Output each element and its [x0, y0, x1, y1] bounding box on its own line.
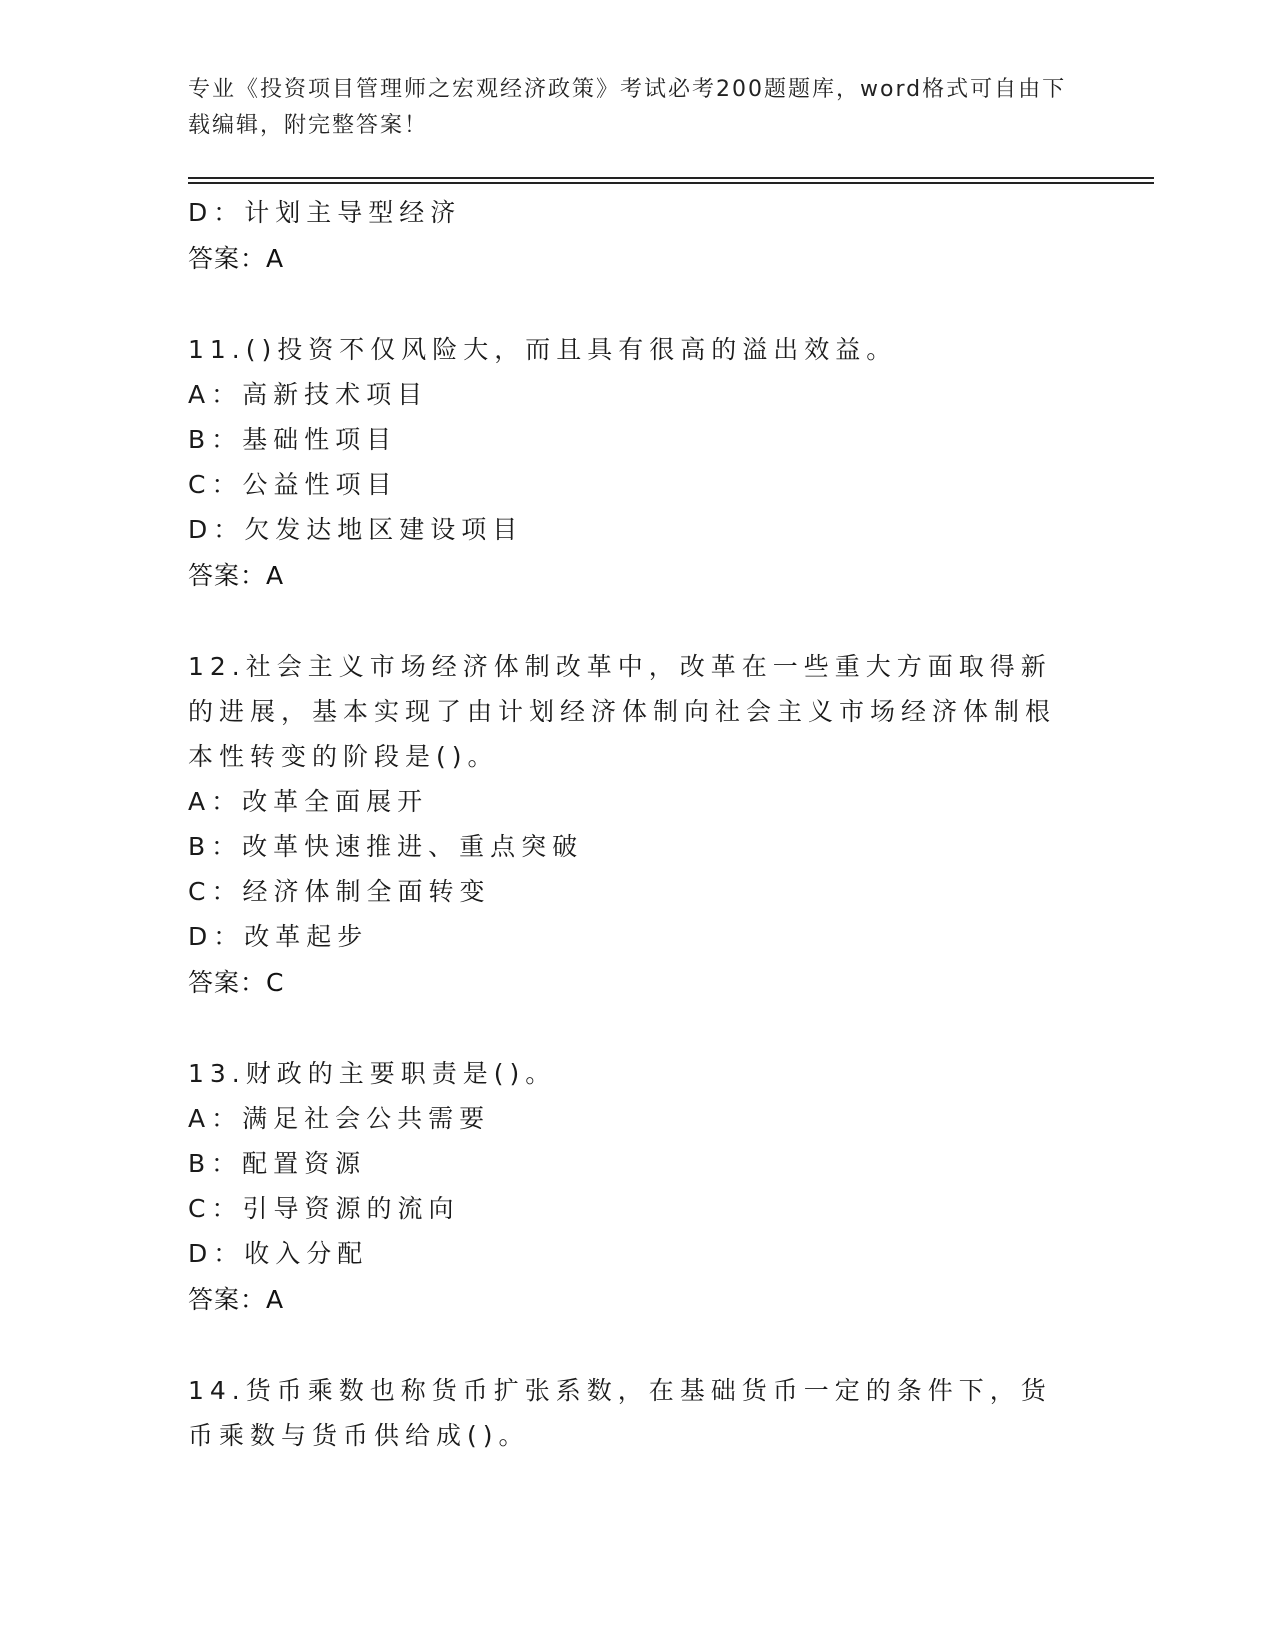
question-12 [188, 644, 1088, 1007]
option-a: A：满足社会公共需要 [188, 1104, 491, 1133]
question-14 [188, 1368, 1088, 1458]
spacer [188, 283, 1088, 327]
option-b: B：改革快速推进、重点突破 [188, 832, 584, 861]
question-stem: 11.()投资不仅风险大，而且具有很高的溢出效益。 [188, 335, 898, 364]
header-rule-top [188, 177, 1154, 179]
question-stem: 12.社会主义市场经济体制改革中，改革在一些重大方面取得新的进展，基本实现了由计划经济体制向社会主义市场经济体制根本性转变的阶段是()。 [188, 652, 1057, 771]
option-b: B：配置资源 [188, 1149, 367, 1178]
option-c: C：引导资源的流向 [188, 1194, 460, 1223]
option-d: D：改革起步 [188, 922, 369, 951]
option-b: B：基础性项目 [188, 425, 398, 454]
spacer [188, 1007, 1088, 1051]
question-stem: 14.货币乘数也称货币扩张系数，在基础货币一定的条件下，货币乘数与货币供给成()。 [188, 1376, 1052, 1450]
header-rule-bottom [188, 182, 1154, 184]
option-d: D：收入分配 [188, 1239, 369, 1268]
question-13 [188, 1051, 1088, 1324]
document-header: 专业《投资项目管理师之宏观经济政策》考试必考200题题库，word格式可自由下载编辑，附完整答案！ [188, 77, 1067, 138]
option-c: C：公益性项目 [188, 470, 398, 499]
question-stem: 13.财政的主要职责是()。 [188, 1059, 557, 1088]
answer: 答案：A [188, 1285, 285, 1314]
option-a: A：改革全面展开 [188, 787, 429, 816]
option-d: D：欠发达地区建设项目 [188, 515, 524, 544]
spacer [188, 1324, 1088, 1368]
question-list [188, 190, 1088, 1458]
option-a: A：高新技术项目 [188, 380, 429, 409]
option-d: D：计划主导型经济 [188, 198, 462, 227]
answer: 答案：A [188, 561, 285, 590]
spacer [188, 600, 1088, 644]
question-11 [188, 327, 1088, 600]
answer: 答案：A [188, 244, 285, 273]
option-c: C：经济体制全面转变 [188, 877, 491, 906]
answer: 答案：C [188, 968, 285, 997]
